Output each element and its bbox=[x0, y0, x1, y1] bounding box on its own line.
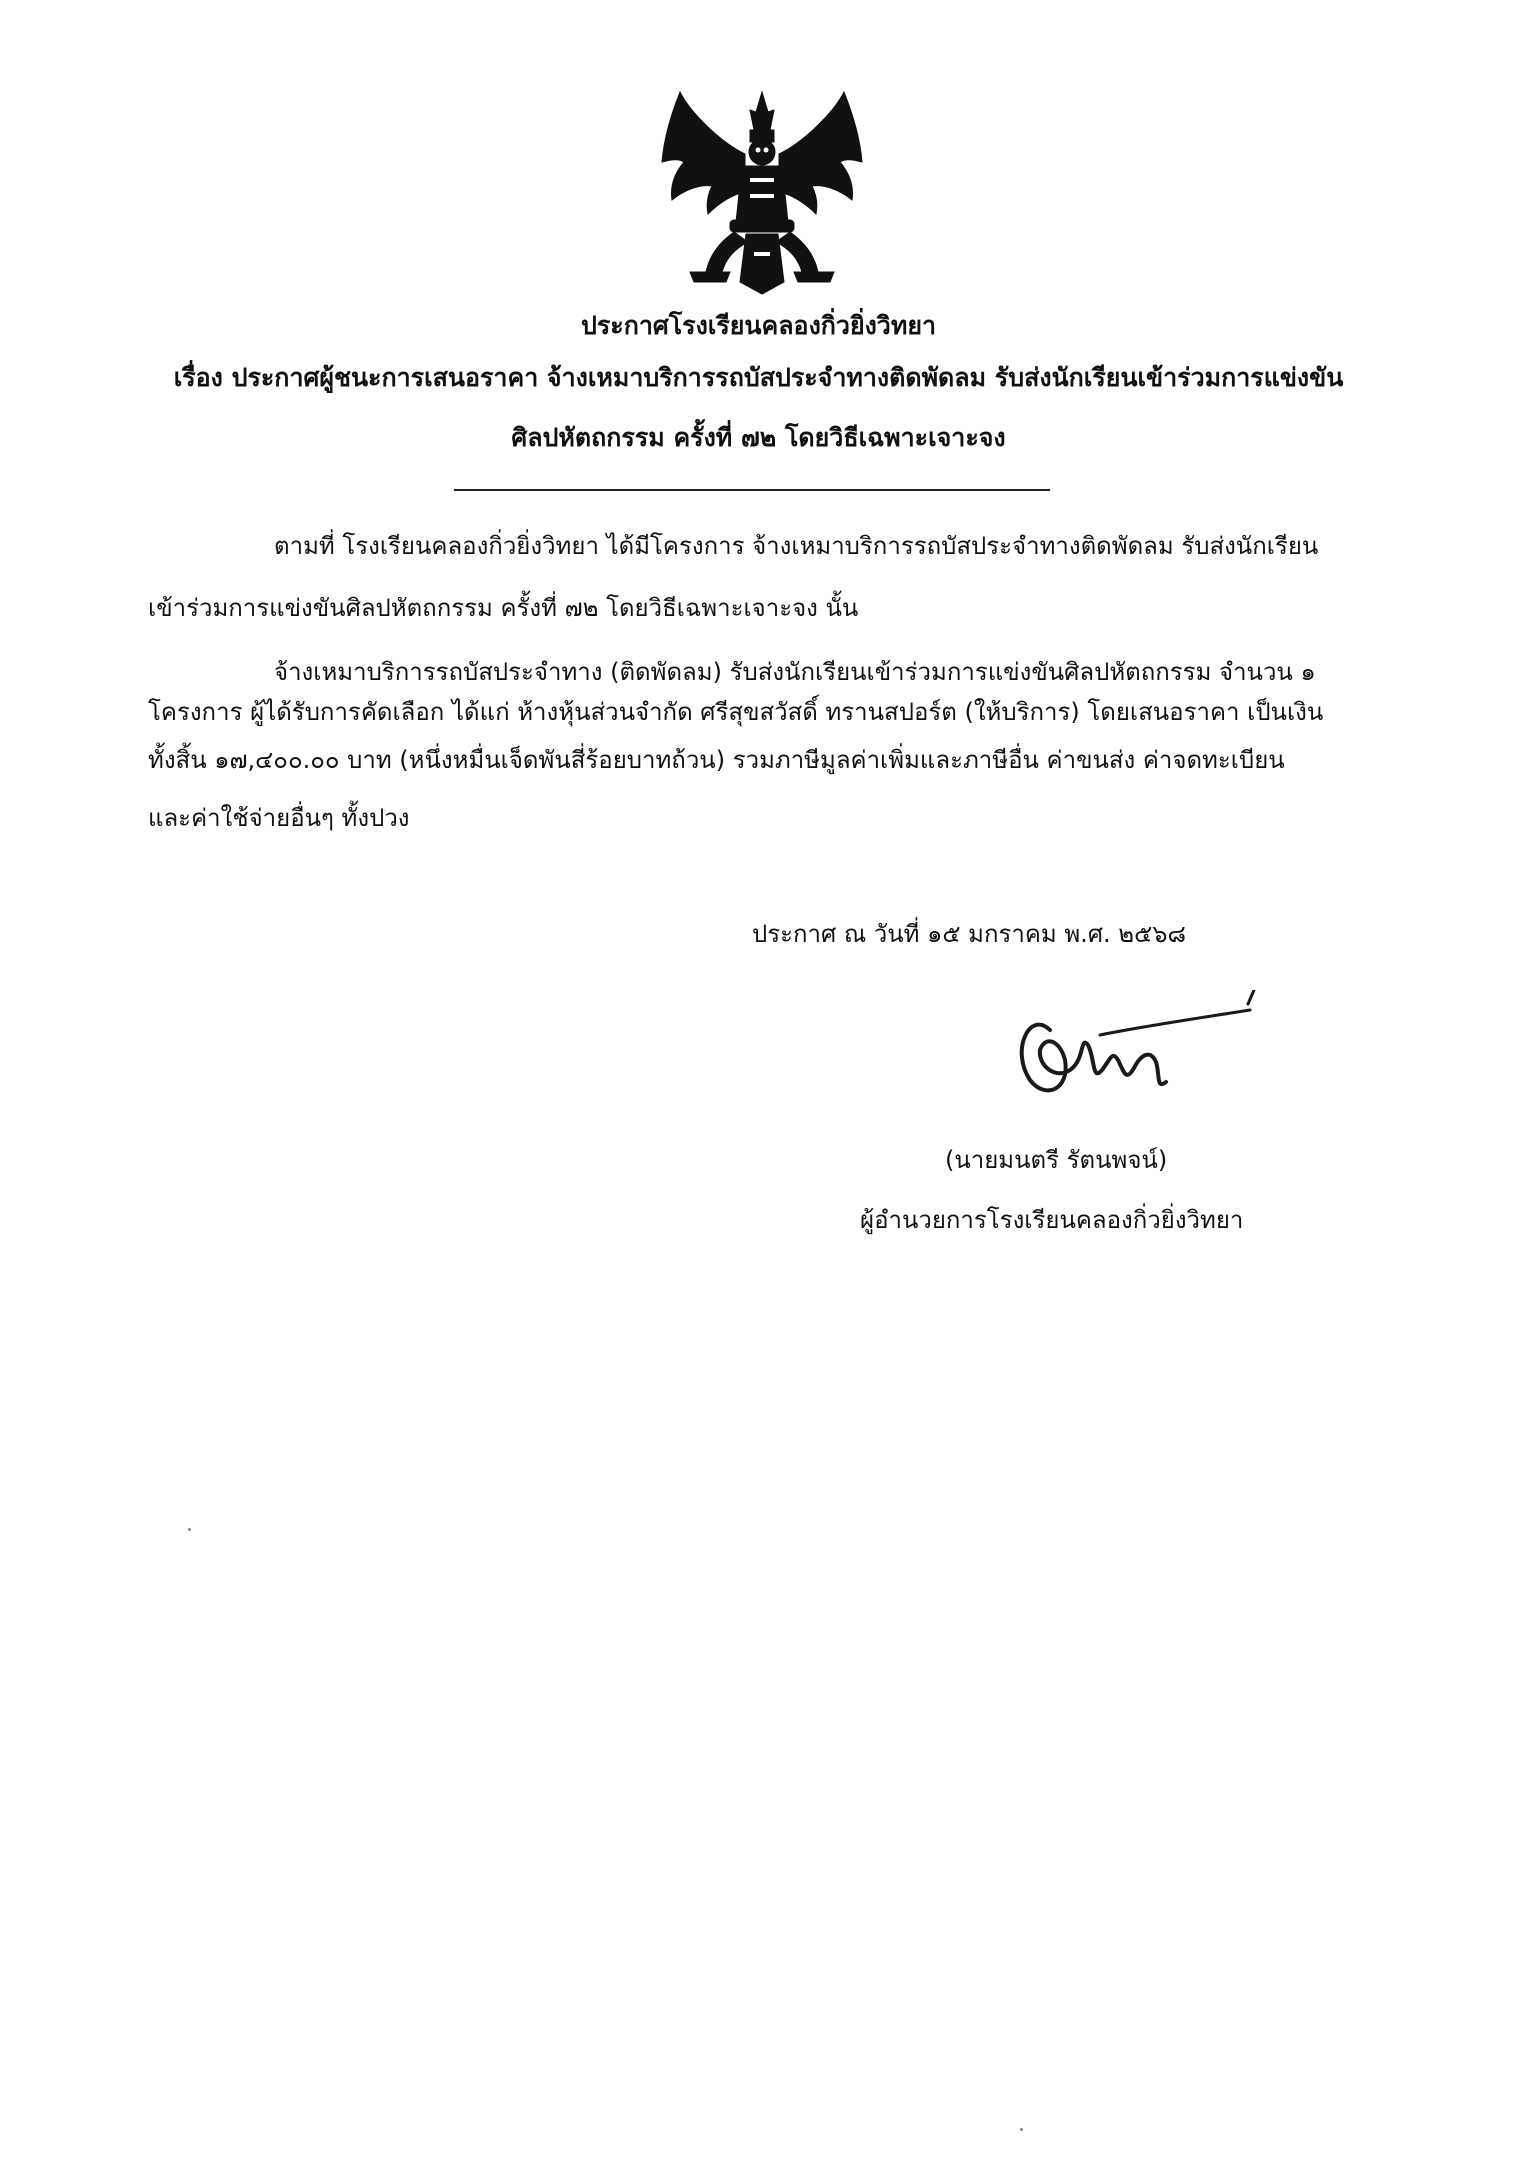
body-line-3: จ้างเหมาบริการรถบัสประจำทาง (ติดพัดลม) รับส่งนักเรียนเข้าร่วมการแข่งขันศิลปหัตถกรรม จำนวน ๑ bbox=[274, 658, 1316, 686]
signer-position: ผู้อำนวยการโรงเรียนคลองกิ่วยิ่งวิทยา bbox=[860, 1206, 1244, 1234]
body-line-4: โครงการ ผู้ได้รับการคัดเลือก ได้แก่ ห้างหุ้นส่วนจำกัด ศรีสุขสวัสดิ์ ทรานสปอร์ต (ให้บริการ) โดยเสนอราคา เป็นเงิน bbox=[148, 698, 1324, 726]
body-line-1: ตามที่ โรงเรียนคลองกิ่วยิ่งวิทยา ได้มีโครงการ จ้างเหมาบริการรถบัสประจำทางติดพัดลม รับส่งนักเรียน bbox=[274, 532, 1319, 560]
scan-speck bbox=[1020, 2128, 1023, 2131]
announcement-subject: เรื่อง ประกาศผู้ชนะการเสนอราคา จ้างเหมาบริการรถบัสประจำทางติดพัดลม รับส่งนักเรียนเข้าร่วมการแข่งขัน bbox=[173, 363, 1344, 392]
signer-name: (นายมนตรี รัตนพจน์) bbox=[945, 1146, 1168, 1174]
signature-icon bbox=[1010, 990, 1260, 1120]
scan-speck bbox=[188, 1528, 191, 1531]
body-line-6: และค่าใช้จ่ายอื่นๆ ทั้งปวง bbox=[148, 804, 410, 832]
title-divider bbox=[454, 489, 1050, 491]
announcement-subject-continued: ศิลปหัตถกรรม ครั้งที่ ๗๒ โดยวิธีเฉพาะเจาะจง bbox=[511, 423, 1006, 452]
announcement-date: ประกาศ ณ วันที่ ๑๕ มกราคม พ.ศ. ๒๕๖๘ bbox=[752, 920, 1187, 948]
body-line-5: ทั้งสิ้น ๑๗,๔๐๐.๐๐ บาท (หนึ่งหมื่นเจ็ดพันสี่ร้อยบาทถ้วน) รวมภาษีมูลค่าเพิ่มและภาษีอื่น ค่าขนส่ง ค่าจดทะเบียน bbox=[148, 746, 1285, 774]
announcement-title: ประกาศโรงเรียนคลองกิ่วยิ่งวิทยา bbox=[580, 311, 937, 340]
garuda-emblem-icon bbox=[650, 82, 875, 297]
body-line-2: เข้าร่วมการแข่งขันศิลปหัตถกรรม ครั้งที่ ๗๒ โดยวิธีเฉพาะเจาะจง นั้น bbox=[148, 594, 859, 622]
